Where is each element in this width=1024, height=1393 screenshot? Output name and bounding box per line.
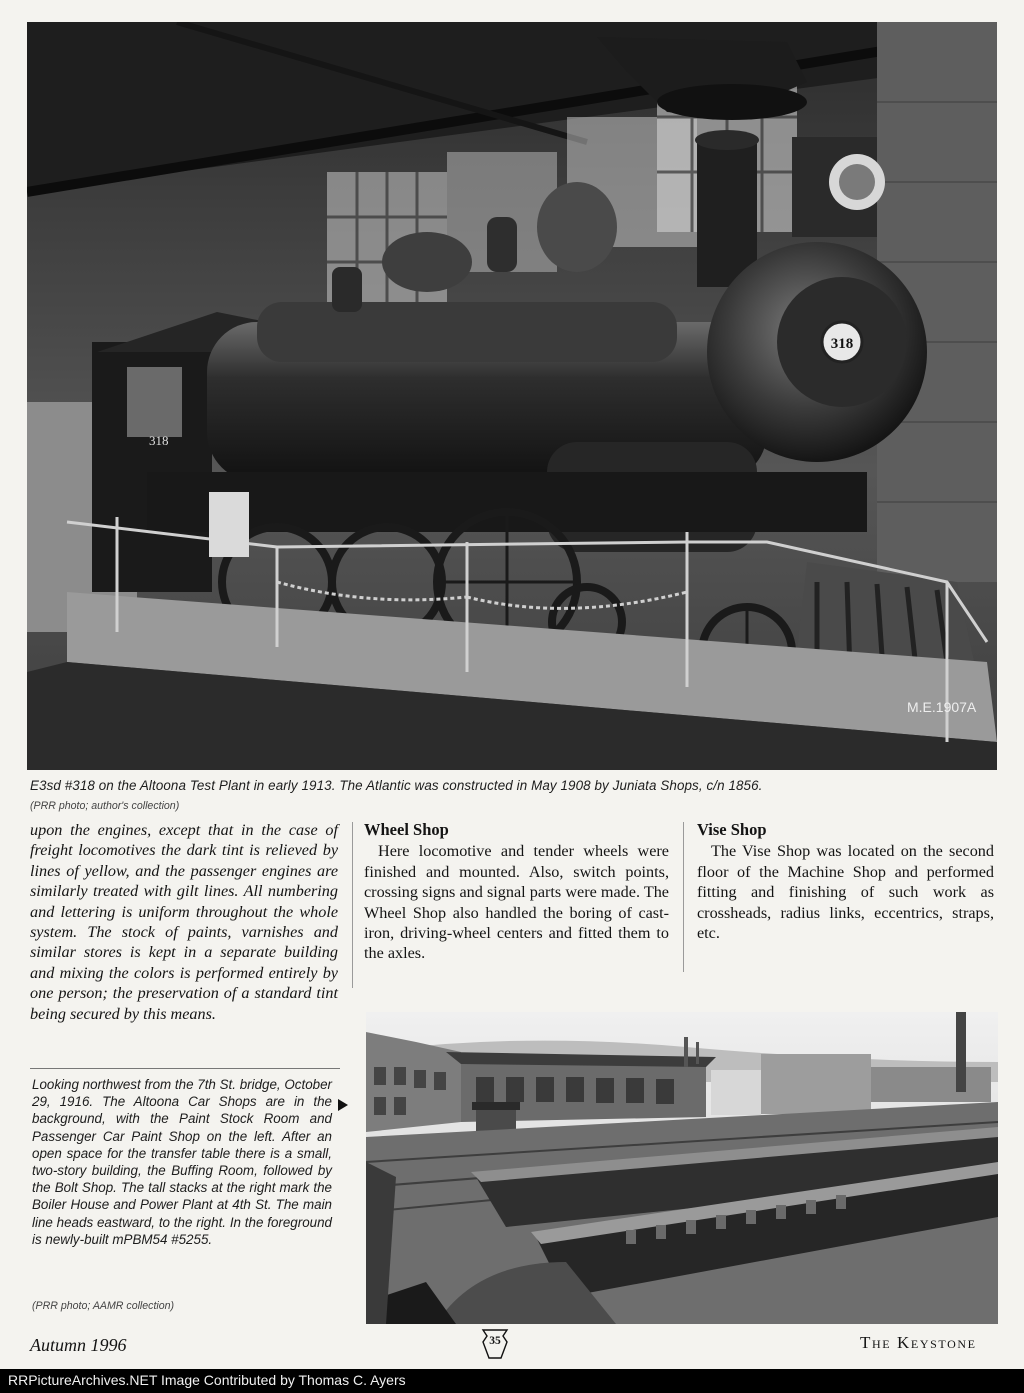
article-column-1 [30, 820, 338, 1024]
top-locomotive-photo [27, 22, 997, 770]
car-shops-photo [366, 1012, 998, 1324]
bottom-photo-caption: Looking northwest from the 7th St. bridge, October 29, 1916. The Altoona Car Shops are in the background, with the Paint Stock Room and Passenger Car Paint Shop on the left. After an open space for the transfer table there is a small, two-story building, the Buffing Room, followed by the Bolt Shop. The tall stacks at the right mark the Boiler House and Power Plant at 4th St. The main line heads eastward, to the right. In the foreground is newly-built mPBM54 #5255. [32, 1077, 332, 1247]
top-photo-credit: (PRR photo; author's collection) [30, 800, 180, 812]
article-column-2 [364, 820, 669, 964]
keystone-page-badge [481, 1328, 509, 1360]
article-column-3 [697, 820, 994, 943]
vise-shop-heading: Vise Shop [697, 820, 767, 839]
page-number: 35 [489, 1335, 501, 1347]
vise-shop-text: The Vise Shop was located on the second floor of the Machine Shop and performed fitting and finishing of such work as crossheads, radius links, eccentrics, straps, etc. [697, 842, 994, 943]
magazine-title: The Keystone [860, 1333, 977, 1352]
column-divider [683, 822, 684, 972]
caption-pointer-icon [338, 1099, 348, 1111]
footer-season: Autumn 1996 [30, 1335, 127, 1355]
wheel-shop-text: Here locomotive and tender wheels were finished and mounted. Also, switch points, crossing signs and signal parts were made. The Wheel Shop also handled the boring of cast-iron, driving-wheel centers and fitted them to the axles. [364, 842, 669, 963]
bottom-photo-credit: (PRR photo; AAMR collection) [32, 1300, 175, 1312]
cab-number: 318 [149, 433, 169, 448]
column-1-text: upon the engines, except that in the case of freight locomotives the dark tint is relieved by lines of yellow, and the passenger engines are similarly treated with gilt lines. All numbering and lettering is uniform throughout the whole system. The stock of paints, varnishes and similar stores is kept in a separate building and mixing the colors is performed entirely by one person; the preservation of a standard tint being secured by this means. [30, 821, 338, 1023]
wheel-shop-heading: Wheel Shop [364, 820, 449, 839]
stencil-text: M.E.1907A [907, 699, 977, 715]
column-divider [352, 822, 353, 988]
top-photo-caption: E3sd #318 on the Altoona Test Plant in early 1913. The Atlantic was constructed in May 1908 by Juniata Shops, c/n 1856. [30, 778, 763, 793]
watermark-text: RRPictureArchives.NET Image Contributed by Thomas C. Ayers [8, 1372, 406, 1388]
caption-divider [30, 1068, 340, 1069]
smokebox-number: 318 [830, 336, 854, 352]
